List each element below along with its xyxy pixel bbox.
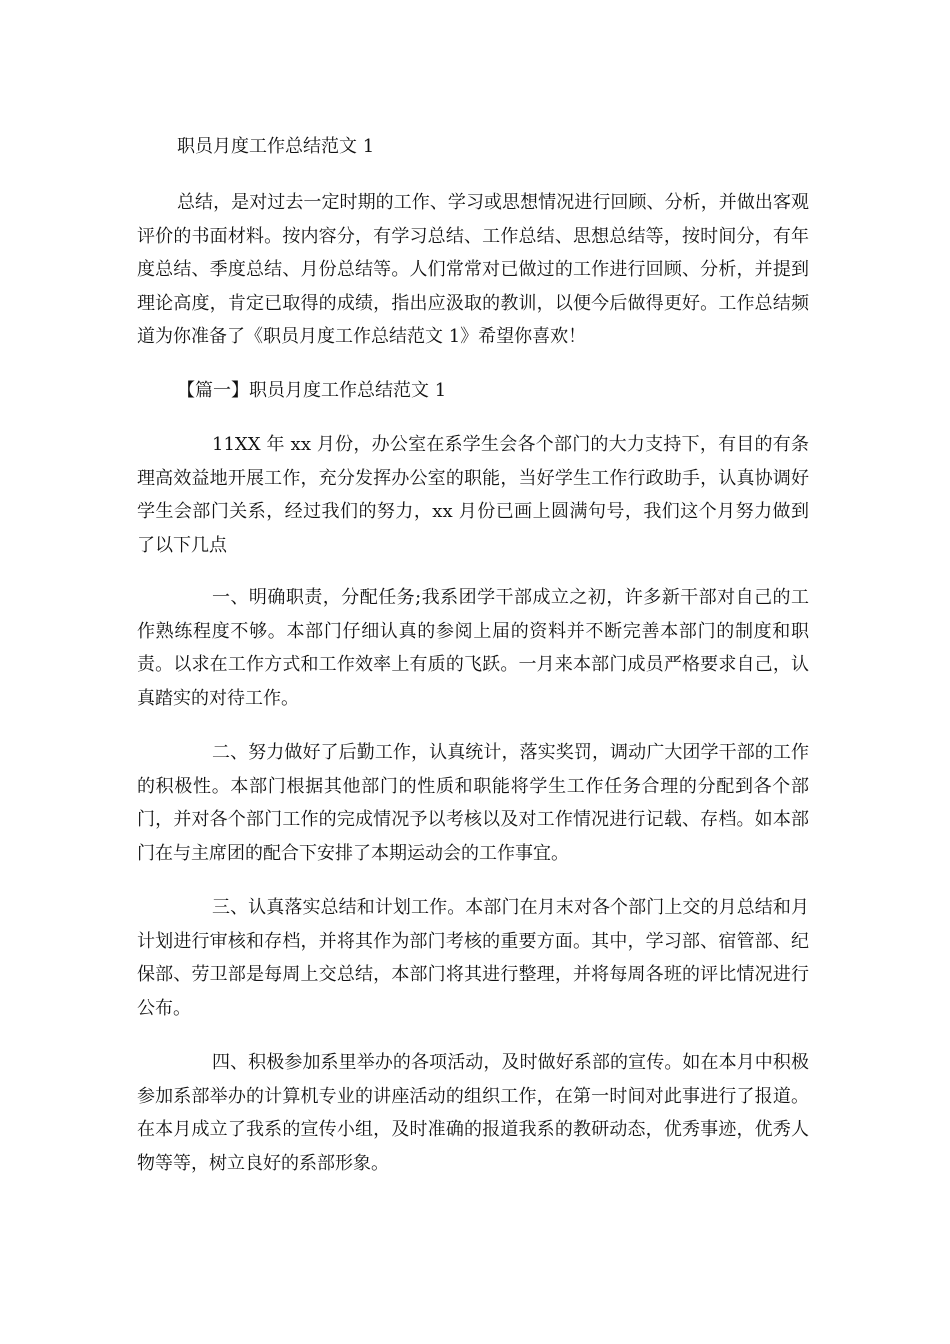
body-paragraph-2: 一、明确职责，分配任务;我系团学干部成立之初，许多新干部对自己的工作熟练程度不够。本部门仔细认真的参阅上届的资料并不断完善本部门的制度和职责。以求在工作方式和工作效率上有质的飞跃。一月来本部门成员严格要求自己，认真踏实的对待工作。	[137, 587, 809, 709]
section-heading: 【篇一】职员月度工作总结范文 1	[177, 380, 447, 401]
body-paragraph-1: 11XX 年 xx 月份，办公室在系学生会各个部门的大力支持下，有目的有条理高效益地开展工作，充分发挥办公室的职能，当好学生工作行政助手，认真协调好学生会部门关系，经过我们的努力，xx 月份已画上圆满句号，我们这个月努力做到了以下几点	[137, 434, 809, 556]
document-title: 职员月度工作总结范文 1	[177, 136, 375, 157]
intro-paragraph: 总结，是对过去一定时期的工作、学习或思想情况进行回顾、分析，并做出客观评价的书面材料。按内容分，有学习总结、工作总结、思想总结等，按时间分，有年度总结、季度总结、月份总结等。人们常常对已做过的工作进行回顾、分析，并提到理论高度，肯定已取得的成绩，指出应汲取的教训，以便今后做得更好。工作总结频道为你准备了《职员月度工作总结范文 1》希望你喜欢！	[137, 192, 809, 347]
body-paragraph-4: 三、认真落实总结和计划工作。本部门在月末对各个部门上交的月总结和月计划进行审核和存档，并将其作为部门考核的重要方面。其中，学习部、宿管部、纪保部、劳卫部是每周上交总结，本部门将其进行整理，并将每周各班的评比情况进行公布。	[137, 897, 809, 1019]
body-paragraph-5: 四、积极参加系里举办的各项活动，及时做好系部的宣传。如在本月中积极参加系部举办的计算机专业的讲座活动的组织工作，在第一时间对此事进行了报道。在本月成立了我系的宣传小组，及时准确的报道我系的教研动态，优秀事迹，优秀人物等等，树立良好的系部形象。	[137, 1052, 809, 1174]
body-paragraph-3: 二、努力做好了后勤工作，认真统计，落实奖罚，调动广大团学干部的工作的积极性。本部门根据其他部门的性质和职能将学生工作任务合理的分配到各个部门，并对各个部门工作的完成情况予以考核以及对工作情况进行记载、存档。如本部门在与主席团的配合下安排了本期运动会的工作事宜。	[137, 742, 809, 864]
